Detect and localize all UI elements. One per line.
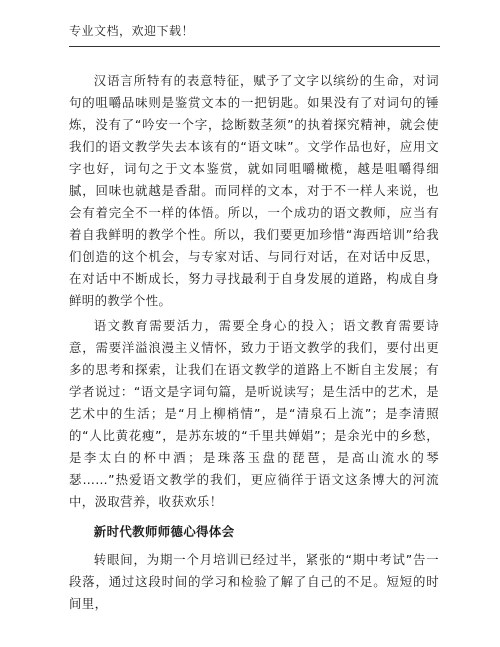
paragraph-3: 转眼间，为期一个月培训已经过半，紧张的“期中考试”告一段落，通过这段时间的学习和检验了解了自己的不足。短短的时间里，	[69, 552, 439, 611]
paragraph-2: 语文教育需要活力，需要全身心的投入；语文教育需要诗意，需要洋溢浪漫主义情怀，致力于语文教学的我们，要付出更多的思考和探索，让我们在语文教学的道路上不断自主发展；有学者说过：“语文是字词句篇，是听说读写；是生活中的艺术，是艺术中的生活；是“月上柳梢情”，是“清泉石上流”；是李清照的“人比黄花瘦”，是苏东坡的“千里共婵娟”；是余光中的乡愁，是李太白的杯中酒；是珠落玉盘的琵琶，是高山流水的琴瑟……”热爱语文教学的我们，更应徜徉于语文这条博大的河流中，汲取营养，收获欢乐！	[69, 318, 439, 509]
section-title: 新时代教师师德心得体会	[93, 524, 235, 539]
paragraph-1: 汉语言所特有的表意特征，赋予了文字以缤纷的生命，对词句的咀嚼品味则是鉴赏文本的一把钥匙。如果没有了对词句的锤炼，没有了“吟安一个字，捻断数茎须”的执着探究精神，就会使我们的语文教学失去本该有的“语文味”。文学作品也好，应用文字也好，词句之于文本鉴赏，就如同咀嚼橄榄，越是咀嚼得细腻，回味也就越是香甜。而同样的文本，对于不一样人来说，也会有着完全不一样的体悟。所以，一个成功的语文教师，应当有着自我鲜明的教学个性。所以，我们要更加珍惜“海西培训”给我们创造的这个机会，与专家对话、与同行对话，在对话中反思，在对话中不断成长，努力寻找最利于自身发展的道路，构成自身鲜明的教学个性。	[69, 73, 439, 308]
document-body	[69, 70, 439, 618]
page-header: 专业文档，欢迎下载！	[69, 24, 195, 38]
header-divider	[69, 46, 440, 47]
